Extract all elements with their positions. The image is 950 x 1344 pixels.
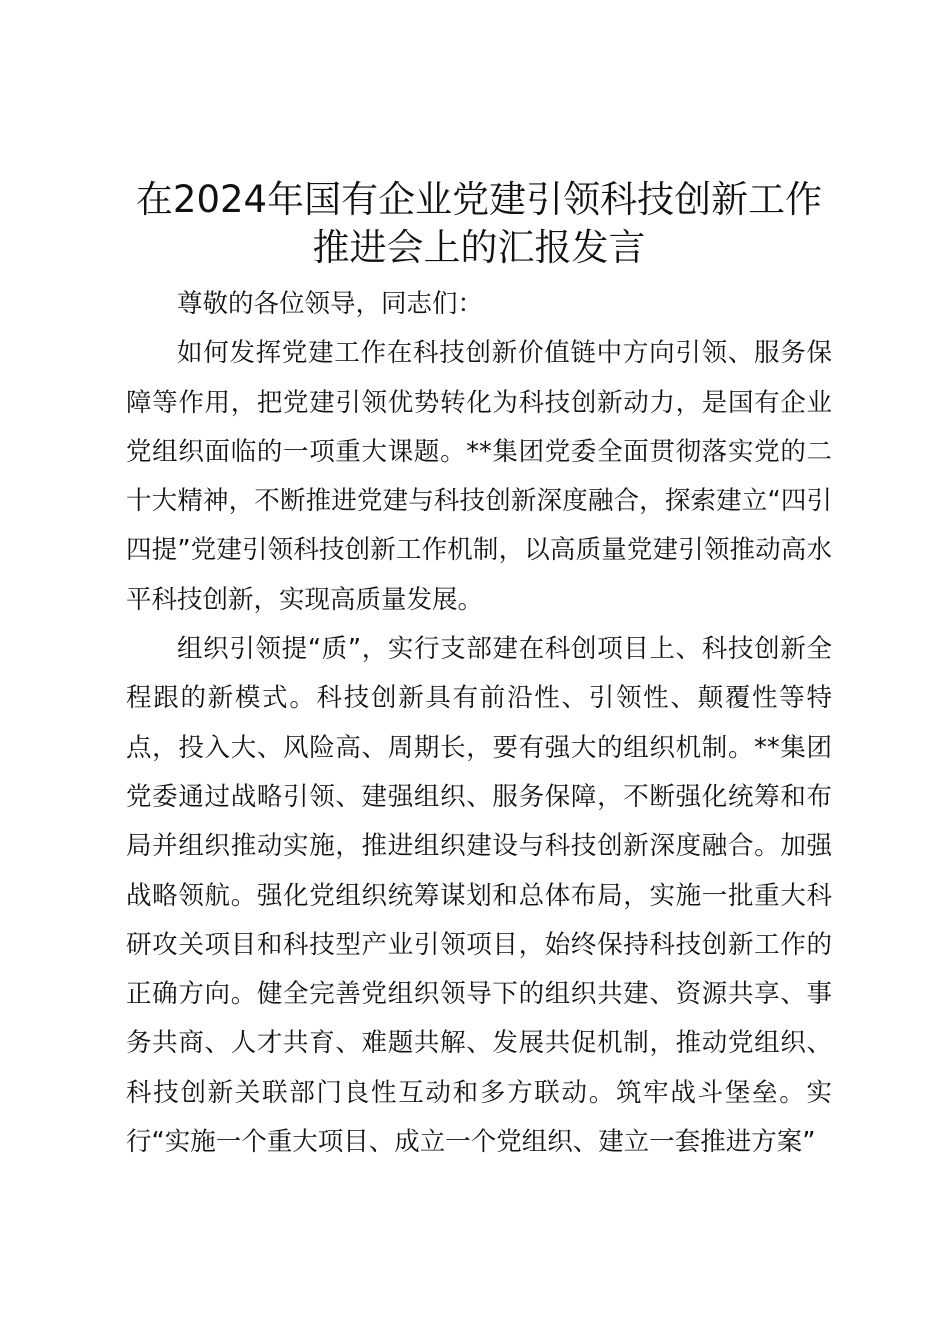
body-paragraph: 如何发挥党建工作在科技创新价值链中方向引领、服务保障等作用，把党建引领优势转化为科技创新动力，是国有企业党组织面临的一项重大课题。**集团党委全面贯彻落实党的二十大精神，不断推进党建与科技创新深度融合，探索建立“四引四提”党建引领科技创新工作机制，以高质量党建引领推动高水平科技创新，实现高质量发展。 — [126, 338, 832, 615]
salutation-paragraph: 尊敬的各位领导，同志们： — [177, 289, 484, 319]
document-title: 在2024年国有企业党建引领科技创新工作推进会上的汇报发言 — [135, 178, 823, 269]
document-body — [126, 280, 832, 1167]
body-paragraph: 组织引领提“质”，实行支部建在科创项目上、科技创新全程跟的新模式。科技创新具有前沿性、引领性、颠覆性等特点，投入大、风险高、周期长，要有强大的组织机制。**集团党委通过战略引领、建强组织、服务保障，不断强化统筹和布局并组织推动实施，推进组织建设与科技创新深度融合。加强战略领航。强化党组织统筹谋划和总体布局，实施一批重大科研攻关项目和科技型产业引领项目，始终保持科技创新工作的正确方向。健全完善党组织领导下的组织共建、资源共享、事务共商、人才共育、难题共解、发展共促机制，推动党组织、科技创新关联部门良性互动和多方联动。筑牢战斗堡垒。实行“实施一个重大项目、成立一个党组织、建立一套推进方案” — [126, 634, 832, 1158]
